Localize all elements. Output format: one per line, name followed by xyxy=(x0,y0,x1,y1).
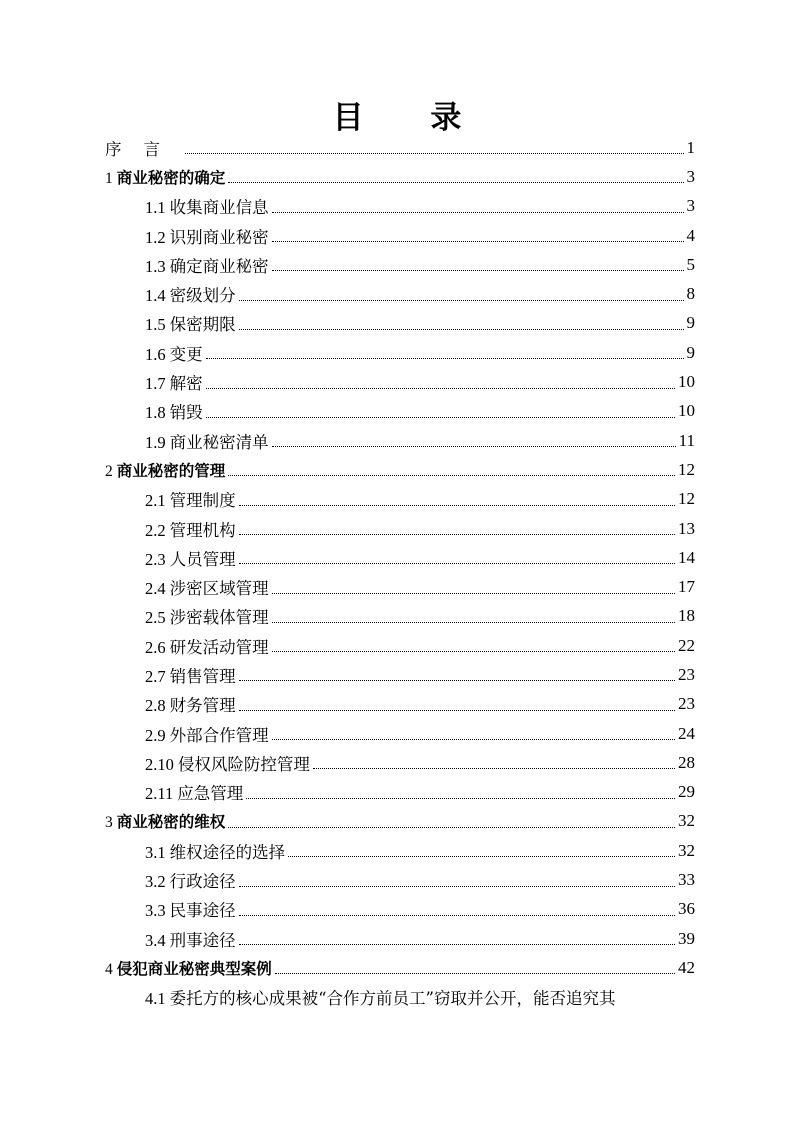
toc-entry[interactable] xyxy=(105,338,695,367)
toc-page-number: 36 xyxy=(678,899,695,919)
toc-entry[interactable] xyxy=(105,631,695,660)
toc-entry-number: 3.1 xyxy=(145,842,166,862)
toc-entry-number: 2.9 xyxy=(145,725,166,745)
toc-page-number: 23 xyxy=(678,694,695,714)
toc-leader-dots xyxy=(313,768,675,769)
toc-entry-text: 财务管理 xyxy=(169,696,236,716)
toc-entry-text: 保密期限 xyxy=(169,315,236,335)
toc-entry[interactable] xyxy=(105,309,695,338)
toc-page-number: 13 xyxy=(678,518,695,538)
toc-entry-text: 商业秘密的维权 xyxy=(116,813,226,832)
toc-entry[interactable] xyxy=(105,924,695,953)
toc-entry-label xyxy=(145,517,236,541)
toc-page-number: 11 xyxy=(678,430,695,450)
toc-entry-text: 涉密载体管理 xyxy=(169,608,269,628)
toc-page-number: 39 xyxy=(678,928,695,948)
toc-entry-text: 确定商业秘密 xyxy=(169,256,269,276)
toc-entry-text: 序言 xyxy=(105,139,182,159)
toc-entry[interactable] xyxy=(105,455,695,484)
toc-page-number: 4 xyxy=(686,225,695,245)
toc-entry-number: 2.4 xyxy=(145,579,166,599)
toc-entry[interactable] xyxy=(105,162,695,191)
toc-entry-number: 1.4 xyxy=(145,286,166,306)
toc-entry-text: 研发活动管理 xyxy=(169,637,269,657)
toc-leader-dots xyxy=(272,446,676,447)
toc-entry-number: 2.5 xyxy=(145,608,166,628)
toc-entry-label xyxy=(145,897,236,921)
toc-entry-text: 商业秘密清单 xyxy=(169,432,269,452)
toc-page-number: 1 xyxy=(686,137,695,157)
toc-entry-text: 变更 xyxy=(169,344,203,364)
toc-entry-label xyxy=(145,634,269,658)
toc-leader-dots xyxy=(239,329,684,330)
toc-page-number: 22 xyxy=(678,635,695,655)
toc-entry[interactable] xyxy=(105,543,695,572)
toc-leader-dots xyxy=(239,915,675,916)
toc-entry-text: 解密 xyxy=(169,374,203,394)
toc-entry-text: 涉密区域管理 xyxy=(169,579,269,599)
toc-entry-label xyxy=(105,459,225,481)
toc-entry-number: 1.6 xyxy=(145,344,166,364)
toc-page-number: 23 xyxy=(678,664,695,684)
toc-page-number: 3 xyxy=(686,166,695,186)
toc-page-number: 9 xyxy=(686,342,695,362)
toc-leader-dots xyxy=(239,300,684,301)
toc-leader-dots xyxy=(272,651,675,652)
toc-entry-number: 1.5 xyxy=(145,315,166,335)
toc-entry-label xyxy=(145,253,269,277)
toc-entry[interactable] xyxy=(105,367,695,396)
toc-entry-number: 2.1 xyxy=(145,491,166,511)
toc-entry-number: 3 xyxy=(105,814,113,832)
toc-entry-label xyxy=(145,224,269,248)
toc-page-number: 5 xyxy=(686,254,695,274)
toc-entry-number: 2.3 xyxy=(145,549,166,569)
toc-entry-label xyxy=(145,604,269,628)
toc-entry-text: 销毁 xyxy=(169,403,203,423)
toc-page-number: 32 xyxy=(678,811,695,831)
toc-entry-label xyxy=(145,429,269,453)
toc-page-number: 28 xyxy=(678,752,695,772)
toc-entry-label xyxy=(145,399,203,423)
toc-page-number: 18 xyxy=(678,606,695,626)
toc-entry-text: 商业秘密的管理 xyxy=(116,461,226,480)
toc-leader-dots xyxy=(228,827,675,828)
toc-entry-number: 1.7 xyxy=(145,374,166,394)
toc-entry-number: 2.8 xyxy=(145,696,166,716)
toc-entry-text: 收集商业信息 xyxy=(169,198,269,218)
toc-leader-dots xyxy=(288,856,675,857)
toc-entry-label xyxy=(145,546,236,570)
toc-entry-text: 刑事途径 xyxy=(169,930,236,950)
toc-entry-number: 3.3 xyxy=(145,901,166,921)
toc-entry[interactable] xyxy=(105,514,695,543)
toc-entry-label xyxy=(145,575,269,599)
toc-entry[interactable] xyxy=(105,660,695,689)
toc-entry-label xyxy=(145,311,236,335)
toc-entry-label xyxy=(145,487,236,511)
toc-entry[interactable] xyxy=(105,397,695,426)
toc-entry[interactable] xyxy=(105,133,695,162)
toc-entry[interactable] xyxy=(105,690,695,719)
toc-entry[interactable] xyxy=(105,719,695,748)
toc-entry-number: 2.6 xyxy=(145,637,166,657)
page-title: 目 录 xyxy=(332,100,490,136)
toc-entry-number: 2 xyxy=(105,462,113,480)
toc-leader-dots xyxy=(239,563,675,564)
toc-page-number: 32 xyxy=(678,840,695,860)
toc-leader-dots xyxy=(239,680,675,681)
toc-entry-number: 1.2 xyxy=(145,227,166,247)
toc-entry-label xyxy=(145,282,236,306)
toc-entry-number: 1.3 xyxy=(145,256,166,276)
toc-entry-number: 1.8 xyxy=(145,403,166,423)
toc-entry-text: 委托方的核心成果被“合作方前员工”窃取并公开，能否追究其 xyxy=(169,989,616,1009)
toc-entry-text: 维权途径的选择 xyxy=(169,842,286,862)
toc-entry[interactable] xyxy=(105,748,695,777)
toc-entry[interactable] xyxy=(105,250,695,279)
toc-page-number: 12 xyxy=(678,489,695,509)
toc-page-number: 33 xyxy=(678,870,695,890)
toc-leader-dots xyxy=(206,388,675,389)
toc-entry[interactable] xyxy=(105,572,695,601)
toc-leader-dots xyxy=(228,475,675,476)
toc-entry[interactable] xyxy=(105,895,695,924)
toc-entry[interactable] xyxy=(105,279,695,308)
toc-leader-dots xyxy=(239,886,675,887)
toc-entry-text: 侵犯商业秘密典型案例 xyxy=(116,959,272,978)
toc-entry-number: 2.7 xyxy=(145,666,166,686)
toc-entry[interactable] xyxy=(105,865,695,894)
toc-page-number: 14 xyxy=(678,547,695,567)
toc-page-number: 42 xyxy=(678,957,695,977)
toc-page-number: 29 xyxy=(678,782,695,802)
toc-entry-text: 销售管理 xyxy=(169,666,236,686)
toc-entry[interactable] xyxy=(105,192,695,221)
toc-entry-label xyxy=(145,839,285,863)
toc-entry-text: 商业秘密的确定 xyxy=(116,168,226,187)
toc-entry-text: 民事途径 xyxy=(169,901,236,921)
toc-leader-dots xyxy=(272,212,684,213)
toc-entry-label xyxy=(145,780,243,804)
toc-page-number: 12 xyxy=(678,459,695,479)
toc-entry-label xyxy=(105,166,225,188)
toc-entry-text: 行政途径 xyxy=(169,872,236,892)
toc-leader-dots xyxy=(246,798,675,799)
toc-entry-label xyxy=(145,751,310,775)
toc-entry-label xyxy=(145,985,695,1009)
table-of-contents xyxy=(105,133,695,1012)
toc-leader-dots xyxy=(239,710,675,711)
toc-entry-number: 4 xyxy=(105,960,113,978)
toc-entry-text: 识别商业秘密 xyxy=(169,227,269,247)
toc-entry-label xyxy=(145,341,203,365)
toc-entry[interactable] xyxy=(105,778,695,807)
toc-leader-dots xyxy=(239,944,675,945)
toc-leader-dots xyxy=(272,739,675,740)
toc-leader-dots xyxy=(272,270,684,271)
toc-entry-label xyxy=(145,194,269,218)
toc-page-number: 8 xyxy=(686,284,695,304)
toc-entry[interactable] xyxy=(105,807,695,836)
toc-entry-text: 外部合作管理 xyxy=(169,725,269,745)
toc-entry-number: 1.1 xyxy=(145,198,166,218)
toc-entry-number: 2.10 xyxy=(145,754,174,774)
toc-entry[interactable] xyxy=(105,836,695,865)
toc-entry-number: 4.1 xyxy=(145,989,166,1009)
toc-entry[interactable] xyxy=(105,221,695,250)
toc-entry-text: 侵权风险防控管理 xyxy=(177,754,310,774)
toc-entry-label xyxy=(105,810,225,832)
toc-entry-text: 管理机构 xyxy=(169,520,236,540)
toc-page-number: 10 xyxy=(678,372,695,392)
toc-entry-label xyxy=(145,663,236,687)
toc-entry-label xyxy=(145,868,236,892)
toc-entry[interactable] xyxy=(105,426,695,455)
toc-entry-number: 2.2 xyxy=(145,520,166,540)
toc-entry[interactable] xyxy=(105,953,695,982)
toc-entry-number: 1.9 xyxy=(145,432,166,452)
toc-entry-number: 2.11 xyxy=(145,784,174,804)
toc-page-number: 9 xyxy=(686,313,695,333)
toc-leader-dots xyxy=(239,534,675,535)
toc-entry-number: 1 xyxy=(105,169,113,187)
toc-leader-dots xyxy=(239,505,675,506)
toc-entry-label xyxy=(105,136,182,160)
toc-entry-number: 3.2 xyxy=(145,872,166,892)
toc-leader-dots xyxy=(185,153,684,154)
toc-entry[interactable] xyxy=(105,983,695,1012)
toc-entry-number: 3.4 xyxy=(145,930,166,950)
toc-leader-dots xyxy=(206,417,675,418)
toc-leader-dots xyxy=(272,593,675,594)
toc-entry-text: 人员管理 xyxy=(169,549,236,569)
toc-page-number: 3 xyxy=(686,196,695,216)
toc-entry-text: 管理制度 xyxy=(169,491,236,511)
toc-entry-label xyxy=(145,927,236,951)
toc-leader-dots xyxy=(275,973,675,974)
toc-entry-text: 密级划分 xyxy=(169,286,236,306)
toc-leader-dots xyxy=(272,622,675,623)
toc-entry-label xyxy=(105,957,272,979)
toc-leader-dots xyxy=(206,358,684,359)
toc-entry[interactable] xyxy=(105,485,695,514)
toc-page-number: 17 xyxy=(678,577,695,597)
toc-leader-dots xyxy=(272,241,684,242)
toc-entry-text: 应急管理 xyxy=(177,784,244,804)
toc-entry-label xyxy=(145,370,203,394)
toc-page-number: 24 xyxy=(678,723,695,743)
toc-entry[interactable] xyxy=(105,602,695,631)
toc-leader-dots xyxy=(228,182,683,183)
toc-entry-label xyxy=(145,692,236,716)
toc-page-number: 10 xyxy=(678,401,695,421)
toc-entry-label xyxy=(145,722,269,746)
